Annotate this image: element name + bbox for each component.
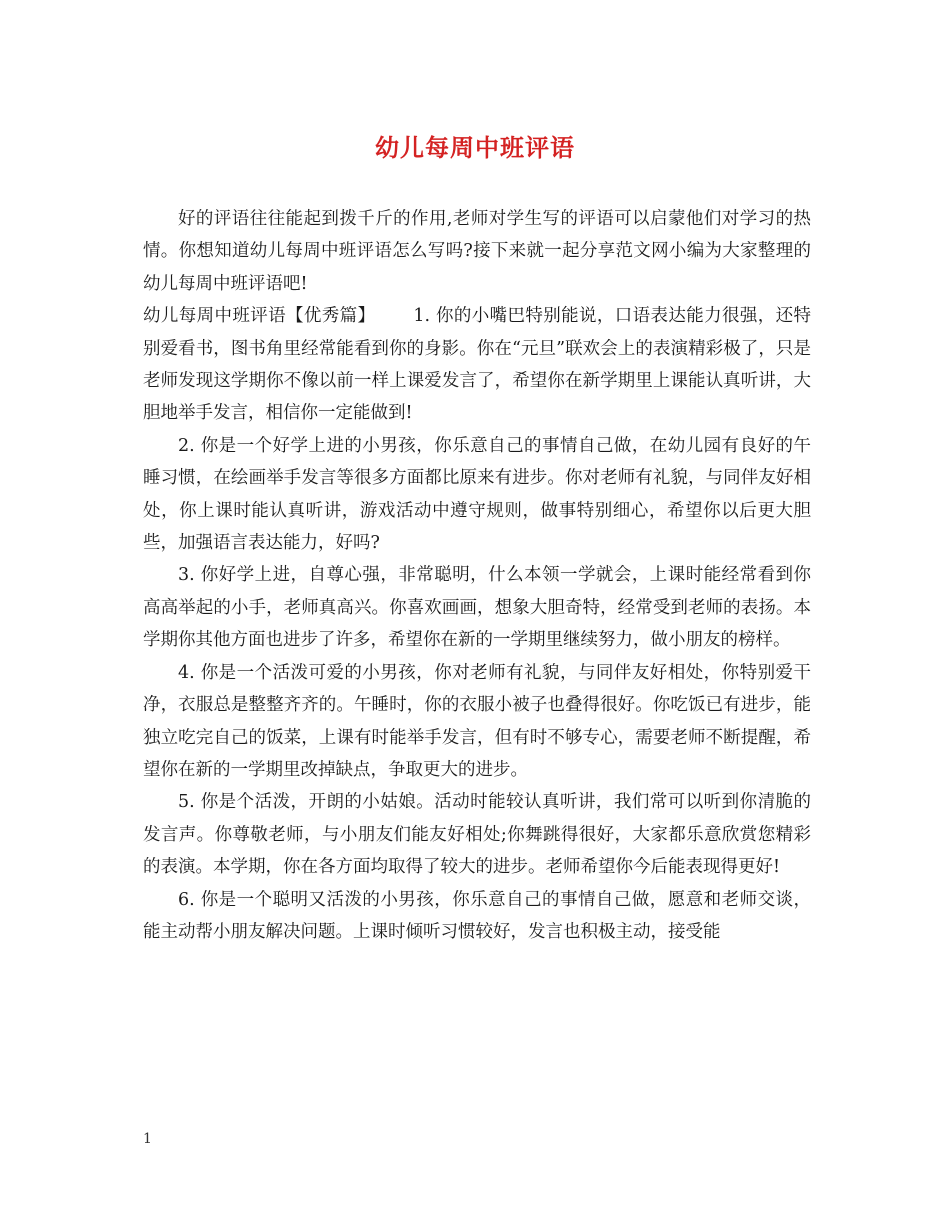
section-heading: 幼儿每周中班评语【优秀篇】 xyxy=(143,306,376,327)
document-body xyxy=(143,203,811,948)
comment-item-6: 6. 你是一个聪明又活泼的小男孩，你乐意自己的事情自己做，愿意和老师交谈，能主动帮小朋友解决问题。上课时倾听习惯较好，发言也积极主动，接受能 xyxy=(143,889,811,942)
document-title: 幼儿每周中班评语 xyxy=(375,133,575,162)
page-number: 1 xyxy=(143,1131,152,1147)
comment-item-4: 4. 你是一个活泼可爱的小男孩，你对老师有礼貌，与同伴友好相处，你特别爱干净，衣服总是整整齐齐的。午睡时，你的衣服小被子也叠得很好。你吃饭已有进步，能独立吃完自己的饭菜，上课有时能举手发言，但有时不够专心，需要老师不断提醒，希望你在新的一学期里改掉缺点，争取更大的进步。 xyxy=(143,662,811,780)
comment-item-2: 2. 你是一个好学上进的小男孩，你乐意自己的事情自己做，在幼儿园有良好的午睡习惯，在绘画举手发言等很多方面都比原来有进步。你对老师有礼貌，与同伴友好相处，你上课时能认真听讲，游戏活动中遵守规则，做事特别细心，希望你以后更大胆些，加强语言表达能力，好吗? xyxy=(143,435,811,554)
comment-item-5: 5. 你是个活泼，开朗的小姑娘。活动时能较认真听讲，我们常可以听到你清脆的发言声。你尊敬老师，与小朋友们能友好相处;你舞跳得很好，大家都乐意欣赏您精彩的表演。本学期，你在各方面均取得了较大的进步。老师希望你今后能表现得更好! xyxy=(143,792,811,878)
section-paragraph-1 xyxy=(143,300,811,430)
comment-item-1: 1. 你的小嘴巴特别能说，口语表达能力很强，还特别爱看书，图书角里经常能看到你的身影。你在“元旦”联欢会上的表演精彩极了，只是老师发现这学期你不像以前一样上课爱发言了，希望你在新学期里上课能认真听讲，大胆地举手发言，相信你一定能做到! xyxy=(143,306,811,424)
intro-paragraph: 好的评语往往能起到拨千斤的作用,老师对学生写的评语可以启蒙他们对学习的热情。你想知道幼儿每周中班评语怎么写吗?接下来就一起分享范文网小编为大家整理的幼儿每周中班评语吧! xyxy=(143,209,811,294)
comment-item-3: 3. 你好学上进，自尊心强，非常聪明，什么本领一学就会，上课时能经常看到你高高举起的小手，老师真高兴。你喜欢画画，想象大胆奇特，经常受到老师的表扬。本学期你其他方面也进步了许多，希望你在新的一学期里继续努力，做小朋友的榜样。 xyxy=(143,565,811,651)
